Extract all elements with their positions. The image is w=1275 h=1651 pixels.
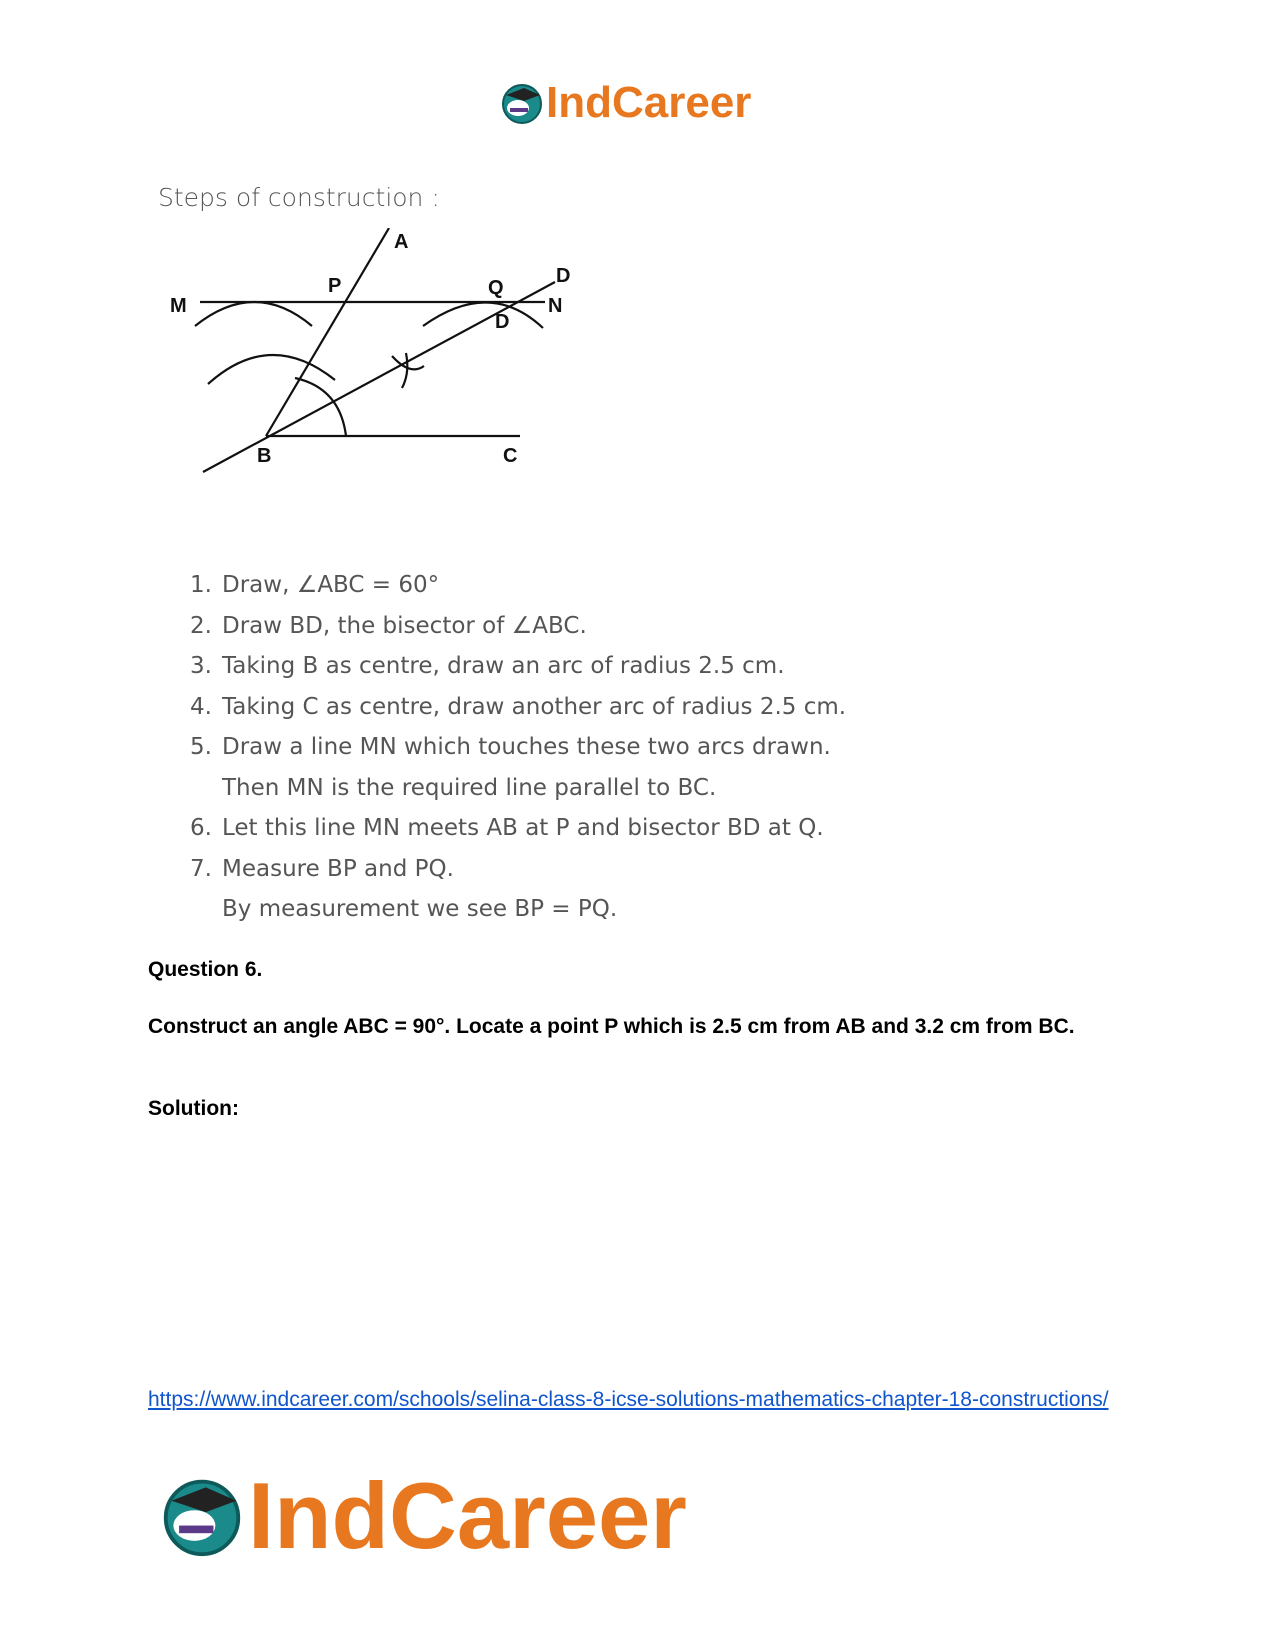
arc-b-large [208,355,335,384]
source-link[interactable]: https://www.indcareer.com/schools/selina-class-8-icse-solutions-mathematics-chapter-18-constructions/ [148,1388,1109,1411]
label-a: A [394,231,409,253]
header-logo [500,78,751,128]
footer-logo [160,1462,687,1570]
label-m: M [170,295,187,317]
logo-wordmark: IndCareer [248,1463,687,1568]
label-d-inner: D [495,311,510,333]
label-d-top: D [556,265,571,287]
question-title: Question 6. [148,958,263,981]
step-item: 7. Measure BP and PQ. [190,855,454,882]
label-p: P [328,275,342,297]
construction-steps [190,565,846,930]
label-c: C [503,445,518,467]
question-text: Construct an angle ABC = 90°. Locate a point P which is 2.5 cm from AB and 3.2 cm from BC. [148,1015,1075,1038]
step-continuation: By measurement we see BP = PQ. [222,896,618,922]
step-item: 4. Taking C as centre, draw another arc of radius 2.5 cm. [190,693,847,720]
label-n: N [548,295,563,317]
logo-wordmark: IndCareer [546,78,752,127]
step-continuation: Then MN is the required line parallel to BC. [222,774,717,801]
step-item: 1. Draw, ∠ABC = 60° [190,572,440,598]
step-item: 3. Taking B as centre, draw an arc of radius 2.5 cm. [190,653,785,679]
arc-bisector-2 [402,353,407,388]
step-item: 5. Draw a line MN which touches these two arcs drawn. [190,734,831,760]
construction-figure [170,228,590,488]
construction-heading: Steps of construction : [158,183,440,212]
arc-m [195,302,312,326]
solution-label: Solution: [148,1097,239,1120]
step-item: 6. Let this line MN meets AB at P and bisector BD at Q. [190,815,824,841]
label-q: Q [488,277,504,299]
arc-b-base [295,378,346,436]
label-b: B [257,445,272,467]
arc-n [423,302,543,328]
step-item: 2. Draw BD, the bisector of ∠ABC. [190,612,587,639]
graduation-globe-icon [160,1474,244,1558]
graduation-globe-icon [500,81,544,125]
